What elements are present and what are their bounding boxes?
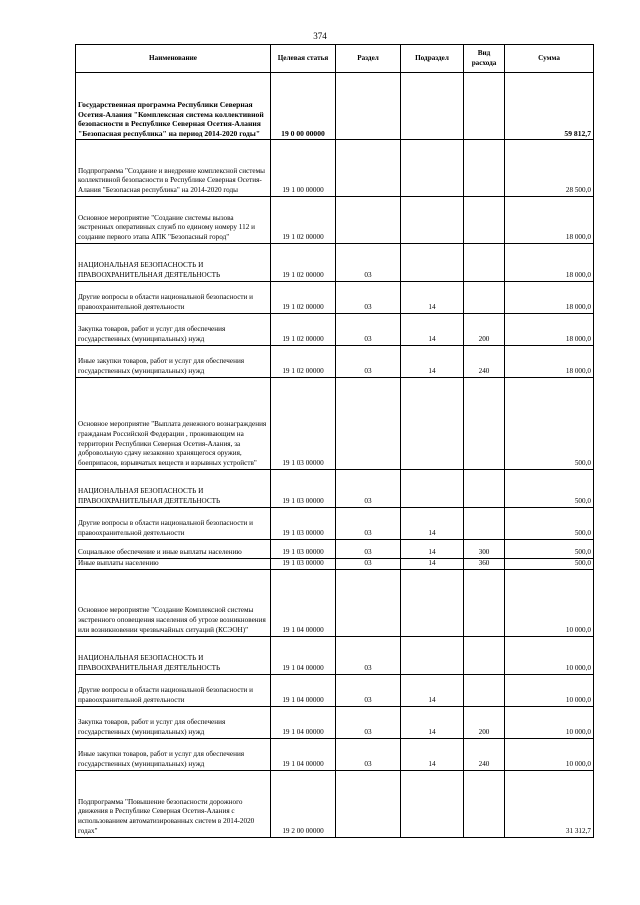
header-amount: Сумма (505, 45, 594, 73)
cell-amount: 18 000,0 (505, 346, 594, 378)
cell-target: 19 1 02 00000 (271, 197, 336, 244)
table-row (76, 540, 594, 559)
table-row (76, 470, 594, 508)
table-row (76, 197, 594, 244)
page-number: 374 (313, 31, 327, 41)
cell-subsection: 14 (401, 346, 464, 378)
cell-amount: 18 000,0 (505, 314, 594, 346)
cell-section: 03 (336, 314, 401, 346)
cell-expense-type (464, 569, 505, 636)
cell-name: Закупка товаров, работ и услуг для обеспечения государственных (муниципальных) нужд (76, 706, 271, 738)
cell-expense-type: 200 (464, 314, 505, 346)
cell-target: 19 1 02 00000 (271, 346, 336, 378)
table-row (76, 73, 594, 140)
cell-name: Подпрограмма "Создание и внедрение комплексной системы коллективной безопасности в Республике Северная Осетия-Алания "Безопасная республика" на 2014-2020 годы (76, 140, 271, 197)
cell-expense-type: 300 (464, 540, 505, 559)
cell-section (336, 140, 401, 197)
cell-target: 19 1 03 00000 (271, 540, 336, 559)
table-row (76, 636, 594, 674)
cell-section (336, 770, 401, 837)
table-row (76, 244, 594, 282)
cell-expense-type: 240 (464, 346, 505, 378)
cell-name: НАЦИОНАЛЬНАЯ БЕЗОПАСНОСТЬ И ПРАВООХРАНИТЕЛЬНАЯ ДЕЯТЕЛЬНОСТЬ (76, 244, 271, 282)
cell-amount: 18 000,0 (505, 282, 594, 314)
cell-section (336, 73, 401, 140)
cell-target: 19 1 03 00000 (271, 470, 336, 508)
cell-expense-type (464, 73, 505, 140)
cell-name: Иные закупки товаров, работ и услуг для обеспечения государственных (муниципальных) нужд (76, 738, 271, 770)
cell-expense-type (464, 470, 505, 508)
cell-name: Социальное обеспечение и иные выплаты населению (76, 540, 271, 559)
cell-name: Другие вопросы в области национальной безопасности и правоохранительной деятельности (76, 508, 271, 540)
table-row (76, 378, 594, 470)
cell-target: 19 1 04 00000 (271, 706, 336, 738)
cell-target: 19 1 02 00000 (271, 282, 336, 314)
cell-amount: 18 000,0 (505, 244, 594, 282)
cell-section (336, 569, 401, 636)
cell-expense-type (464, 197, 505, 244)
table-row (76, 770, 594, 837)
cell-subsection (401, 73, 464, 140)
cell-section (336, 197, 401, 244)
table-row (76, 674, 594, 706)
cell-target: 19 1 04 00000 (271, 738, 336, 770)
cell-expense-type (464, 140, 505, 197)
cell-target: 19 0 00 00000 (271, 73, 336, 140)
cell-subsection: 14 (401, 540, 464, 559)
cell-target: 19 1 03 00000 (271, 508, 336, 540)
table-row (76, 346, 594, 378)
cell-amount: 500,0 (505, 559, 594, 570)
header-target: Целевая статья (271, 45, 336, 73)
cell-name: Другие вопросы в области национальной безопасности и правоохранительной деятельности (76, 282, 271, 314)
header-expense-type: Вид расхода (464, 45, 505, 73)
cell-name: Иные выплаты населению (76, 559, 271, 570)
table-row (76, 738, 594, 770)
cell-section: 03 (336, 346, 401, 378)
cell-target: 19 1 02 00000 (271, 314, 336, 346)
header-section: Раздел (336, 45, 401, 73)
cell-name: Государственная программа Республики Северная Осетия-Алания "Комплексная система коллективной безопасности в Республике Северная Осетия-Алания "Безопасная республика" на период 2014-2020 годы" (76, 73, 271, 140)
cell-amount: 500,0 (505, 378, 594, 470)
cell-name: НАЦИОНАЛЬНАЯ БЕЗОПАСНОСТЬ И ПРАВООХРАНИТЕЛЬНАЯ ДЕЯТЕЛЬНОСТЬ (76, 636, 271, 674)
cell-target: 19 1 03 00000 (271, 559, 336, 570)
cell-section: 03 (336, 540, 401, 559)
cell-subsection (401, 140, 464, 197)
cell-section: 03 (336, 244, 401, 282)
table-row (76, 559, 594, 570)
table-row (76, 569, 594, 636)
cell-expense-type: 240 (464, 738, 505, 770)
cell-name: Основное мероприятие "Создание Комплексной системы экстренного оповещения населения об угрозе возникновения или возникновении чрезвычайных ситуаций (КСЭОН)" (76, 569, 271, 636)
cell-section: 03 (336, 674, 401, 706)
cell-amount: 10 000,0 (505, 706, 594, 738)
cell-amount: 59 812,7 (505, 73, 594, 140)
cell-subsection (401, 378, 464, 470)
cell-target: 19 1 00 00000 (271, 140, 336, 197)
cell-section: 03 (336, 508, 401, 540)
cell-name: НАЦИОНАЛЬНАЯ БЕЗОПАСНОСТЬ И ПРАВООХРАНИТЕЛЬНАЯ ДЕЯТЕЛЬНОСТЬ (76, 470, 271, 508)
cell-target: 19 1 03 00000 (271, 378, 336, 470)
cell-expense-type (464, 378, 505, 470)
cell-subsection (401, 470, 464, 508)
cell-subsection: 14 (401, 738, 464, 770)
cell-subsection: 14 (401, 282, 464, 314)
header-name: Наименование (76, 45, 271, 73)
table-row (76, 314, 594, 346)
table-row (76, 282, 594, 314)
cell-target: 19 1 02 00000 (271, 244, 336, 282)
cell-expense-type (464, 636, 505, 674)
cell-subsection (401, 244, 464, 282)
cell-name: Закупка товаров, работ и услуг для обеспечения государственных (муниципальных) нужд (76, 314, 271, 346)
cell-section: 03 (336, 706, 401, 738)
cell-expense-type (464, 282, 505, 314)
cell-amount: 500,0 (505, 470, 594, 508)
cell-section (336, 378, 401, 470)
cell-amount: 18 000,0 (505, 197, 594, 244)
cell-subsection (401, 770, 464, 837)
cell-amount: 10 000,0 (505, 636, 594, 674)
cell-name: Основное мероприятие "Создание системы вызова экстренных оперативных служб по единому номеру 112 и создание первого этапа АПК "Безопасный город" (76, 197, 271, 244)
cell-expense-type: 360 (464, 559, 505, 570)
cell-amount: 10 000,0 (505, 738, 594, 770)
table-row (76, 508, 594, 540)
cell-expense-type (464, 674, 505, 706)
cell-subsection (401, 636, 464, 674)
cell-section: 03 (336, 738, 401, 770)
cell-amount: 500,0 (505, 540, 594, 559)
cell-section: 03 (336, 282, 401, 314)
cell-subsection: 14 (401, 508, 464, 540)
cell-amount: 28 500,0 (505, 140, 594, 197)
table-row (76, 706, 594, 738)
cell-amount: 10 000,0 (505, 674, 594, 706)
table-row (76, 140, 594, 197)
cell-section: 03 (336, 470, 401, 508)
cell-name: Основное мероприятие "Выплата денежного вознаграждения гражданам Российской Федерации , проживающим на территории Республики Северная Осетия-Алания, за добровольную сдачу незаконно хранящегося оружия, боеприпасов, взрывчатых веществ и взрывных устройств" (76, 378, 271, 470)
table-header-row (76, 45, 594, 73)
cell-target: 19 2 00 00000 (271, 770, 336, 837)
cell-section: 03 (336, 559, 401, 570)
cell-expense-type (464, 244, 505, 282)
cell-section: 03 (336, 636, 401, 674)
cell-name: Иные закупки товаров, работ и услуг для обеспечения государственных (муниципальных) нужд (76, 346, 271, 378)
cell-subsection (401, 569, 464, 636)
cell-target: 19 1 04 00000 (271, 674, 336, 706)
cell-expense-type: 200 (464, 706, 505, 738)
cell-subsection: 14 (401, 706, 464, 738)
cell-subsection: 14 (401, 314, 464, 346)
cell-expense-type (464, 508, 505, 540)
cell-amount: 10 000,0 (505, 569, 594, 636)
cell-amount: 500,0 (505, 508, 594, 540)
cell-name: Подпрограмма "Повышение безопасности дорожного движения в Республике Северная Осетия-Алания с использованием автоматизированных систем в 2014-2020 годах" (76, 770, 271, 837)
cell-expense-type (464, 770, 505, 837)
header-subsection: Подраздел (401, 45, 464, 73)
cell-target: 19 1 04 00000 (271, 636, 336, 674)
cell-subsection: 14 (401, 559, 464, 570)
cell-target: 19 1 04 00000 (271, 569, 336, 636)
cell-name: Другие вопросы в области национальной безопасности и правоохранительной деятельности (76, 674, 271, 706)
cell-subsection: 14 (401, 674, 464, 706)
cell-subsection (401, 197, 464, 244)
budget-table (75, 44, 594, 838)
cell-amount: 31 312,7 (505, 770, 594, 837)
